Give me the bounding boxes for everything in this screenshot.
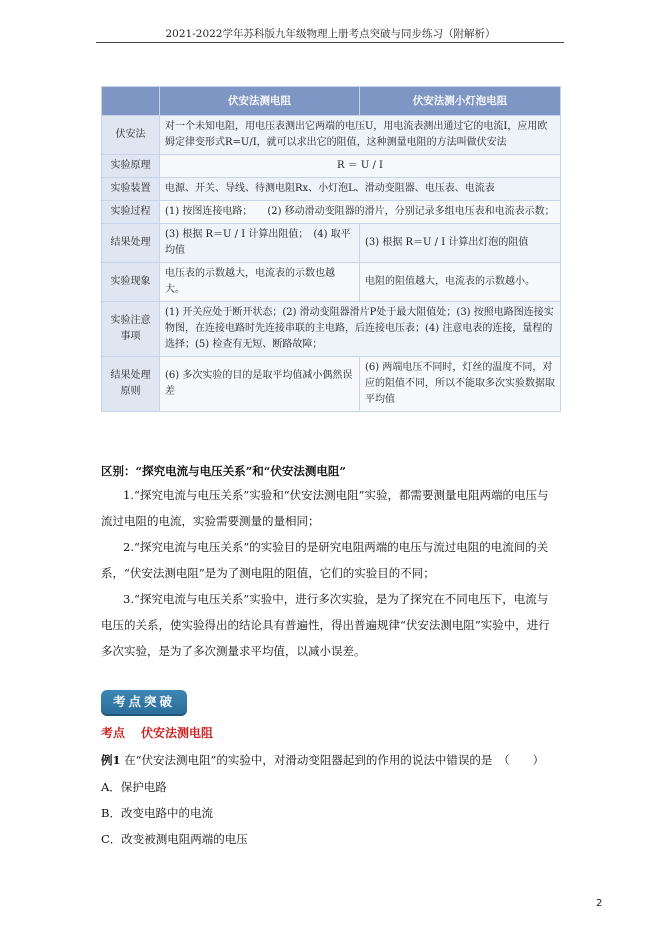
row-label: 实验注意事项	[102, 302, 160, 357]
kaodian-line	[101, 724, 213, 741]
row-label: 结果处理	[102, 224, 160, 263]
header-rule	[96, 42, 564, 43]
col-header-bulb: 伏安法测小灯泡电阻	[360, 87, 561, 116]
section-badge: 考点突破	[101, 690, 187, 716]
row-cell-left: 电压表的示数越大，电流表的示数也越大。	[160, 263, 360, 302]
kaodian-title: 伏安法测电阻	[141, 726, 214, 740]
diff-paragraph-2-text: 2.“探究电流与电压关系”的实验目的是研究电阻两端的电压与流过电阻的电流间的关系，“伏安法测电阻”是为了测电阻的阻值，它们的实验目的不同；	[101, 540, 549, 580]
row-cell: (1) 开关应处于断开状态；(2) 滑动变阻器滑片P处于最大阻值处；(3) 按照电路图连接实物图，在连接电路时先连接串联的主电路，后连接电压表；(4) 注意电表的连接，量程的选择；(5) 检查有无短、断路故障；	[160, 302, 561, 357]
table-row	[102, 357, 561, 412]
row-cell: 电源、开关、导线、待测电阻Rx、小灯泡L、滑动变阻器、电压表、电流表	[160, 178, 561, 201]
row-label: 实验现象	[102, 263, 160, 302]
table-body	[102, 116, 561, 412]
diff-paragraph-3-text: 3.“探究电流与电压关系”实验中，进行多次实验，是为了探究在不同电压下，电流与电压的关系，使实验得出的结论具有普遍性，得出普遍规律“伏安法测电阻”实验中，进行多次实验，是为了多次测量求平均值，以减小误差。	[101, 592, 550, 658]
row-cell: R ＝ U / I	[160, 155, 561, 178]
option-b: B．改变电路中的电流	[101, 806, 213, 820]
col-header-resistor: 伏安法测电阻	[160, 87, 360, 116]
row-label: 伏安法	[102, 116, 160, 155]
row-cell-right: (6) 两端电压不同时，灯丝的温度不同，对应的阻值不同，所以不能取多次实验数据取平均值	[360, 357, 561, 412]
option-a: A．保护电路	[101, 780, 167, 794]
page-number: 2	[596, 898, 603, 909]
row-label: 实验原理	[102, 155, 160, 178]
row-label: 结果处理原则	[102, 357, 160, 412]
table-row	[102, 178, 561, 201]
row-label: 实验装置	[102, 178, 160, 201]
row-cell-left: (3) 根据 R＝U / I 计算出阻值； (4) 取平均值	[160, 224, 360, 263]
summary-table	[101, 86, 561, 412]
row-cell-left: (6) 多次实验的目的是取平均值减小偶然误差	[160, 357, 360, 412]
table-row	[102, 116, 561, 155]
table-corner	[102, 87, 160, 116]
kaodian-label: 考点	[101, 726, 126, 740]
diff-heading: 区别：“探究电流与电压关系”和“伏安法测电阻”	[101, 464, 346, 478]
diff-paragraph-1-text: 1.“探究电流与电压关系”实验和“伏安法测电阻”实验，都需要测量电阻两端的电压与流过电阻的电流，实验需要测量的量相同；	[101, 488, 549, 528]
table-row	[102, 263, 561, 302]
row-cell-right: 电阻的阻值越大，电流表的示数越小。	[360, 263, 561, 302]
page-header: 2021-2022学年苏科版九年级物理上册考点突破与同步练习（附解析）	[165, 28, 496, 40]
option-c: C．改变被测电阻两端的电压	[101, 832, 248, 846]
row-cell-right: (3) 根据 R＝U / I 计算出灯泡的阻值	[360, 224, 561, 263]
diff-paragraph-3	[101, 586, 559, 664]
diff-paragraph-2	[101, 534, 559, 586]
diff-paragraph-1	[101, 482, 559, 534]
table-row	[102, 302, 561, 357]
table-row	[102, 224, 561, 263]
example-label: 例1	[101, 753, 121, 767]
example-question	[101, 752, 544, 768]
table-row	[102, 201, 561, 224]
example-question-text: 在“伏安法测电阻”的实验中，对滑动变阻器起到的作用的说法中错误的是 （ ）	[124, 753, 545, 767]
row-cell: 对一个未知电阻，用电压表测出它两端的电压U，用电流表测出通过它的电流I，应用欧姆定律变形式R=U/I，就可以求出它的阻值，这种测量电阻的方法叫做伏安法	[160, 116, 561, 155]
row-label: 实验过程	[102, 201, 160, 224]
row-cell: (1) 按图连接电路； (2) 移动滑动变阻器的滑片，分别记录多组电压表和电流表示数；	[160, 201, 561, 224]
table-row	[102, 155, 561, 178]
